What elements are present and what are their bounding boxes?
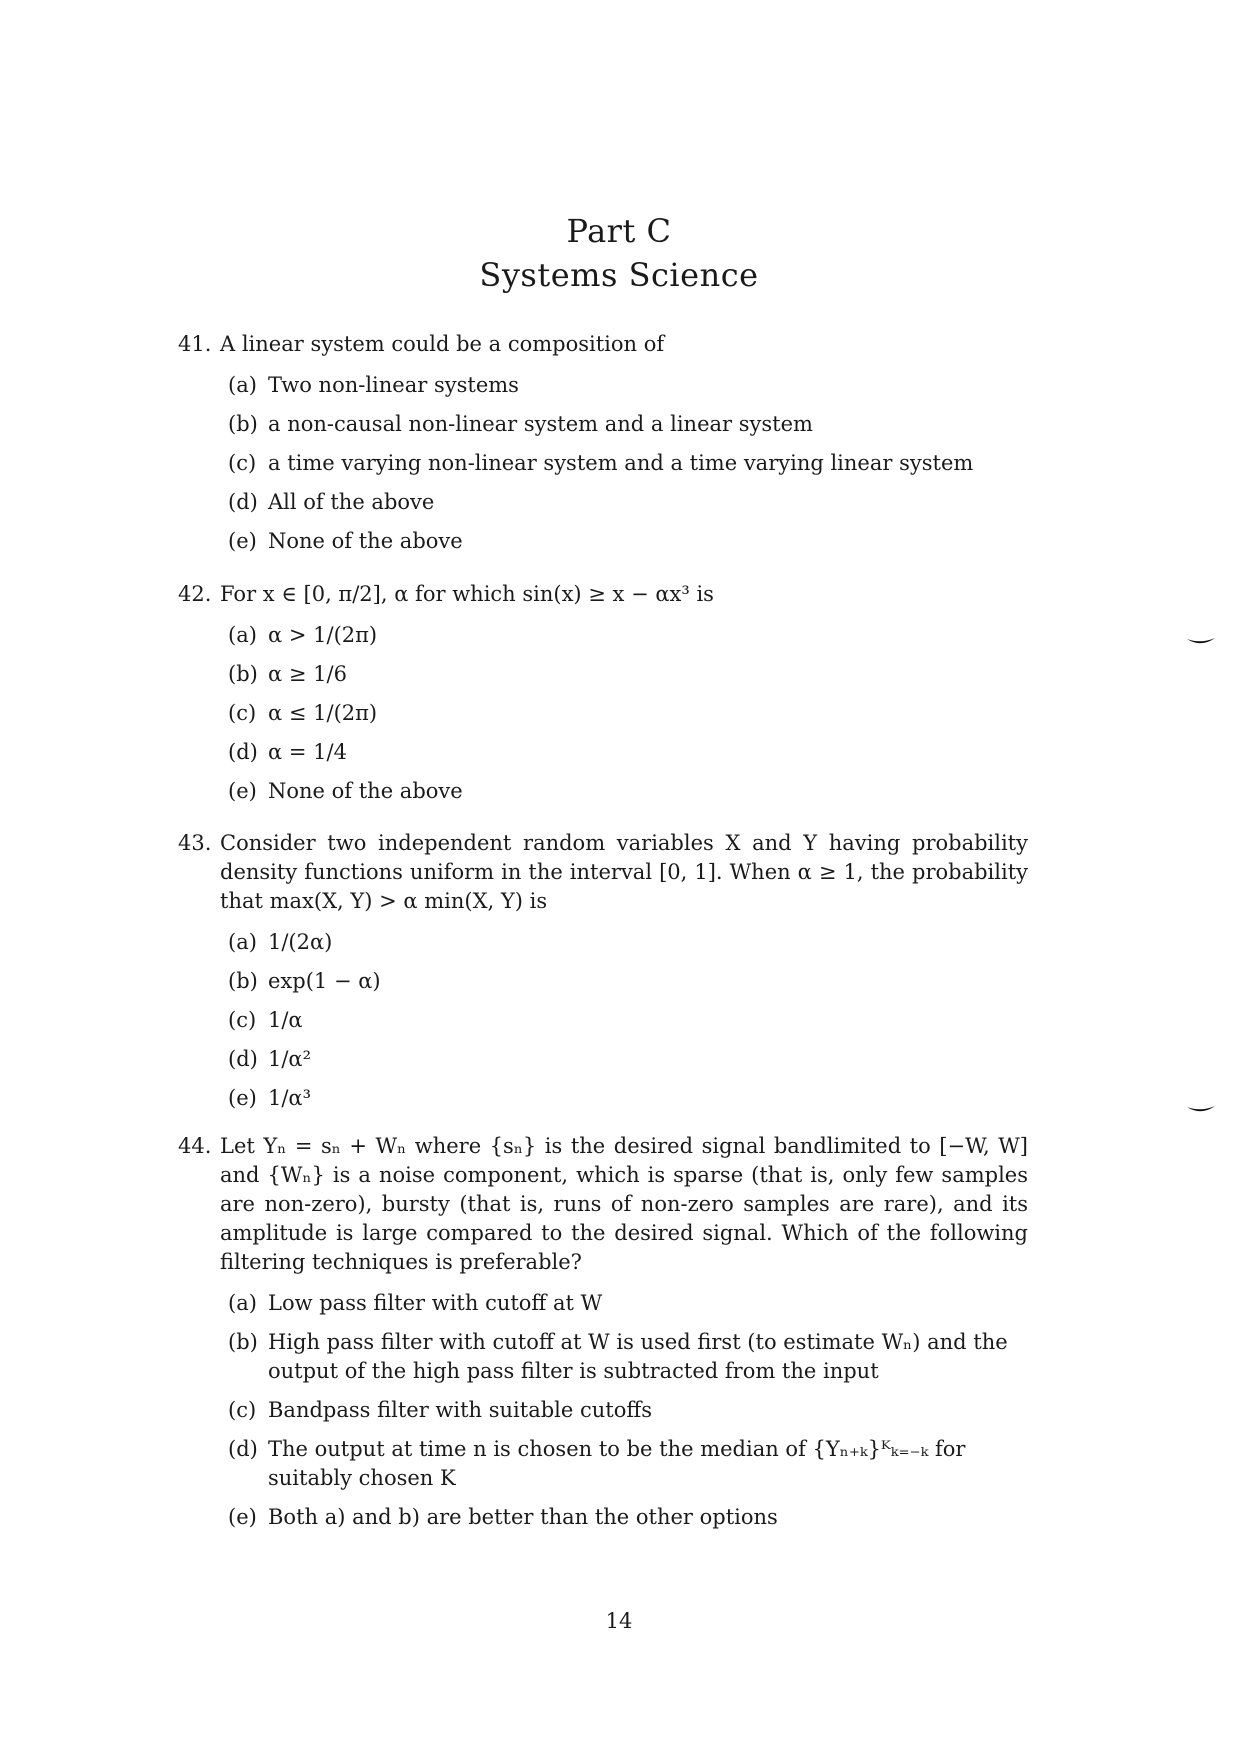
option-text: 1/α bbox=[268, 1008, 303, 1032]
question-42 bbox=[178, 580, 1028, 816]
option bbox=[228, 1328, 1028, 1386]
question-stem: A linear system could be a composition of bbox=[220, 332, 665, 356]
option bbox=[228, 410, 1028, 439]
option-text: None of the above bbox=[268, 779, 463, 803]
question-41 bbox=[178, 330, 1028, 566]
option bbox=[228, 738, 1028, 767]
option bbox=[228, 1006, 1028, 1035]
option bbox=[228, 928, 1028, 957]
option bbox=[228, 488, 1028, 517]
question-stem: Consider two independent random variables X and Y having probability density functions uniform in the interval [0, 1]. When α ≥ 1, the probability that max(X, Y) > α min(X, Y) is bbox=[220, 831, 1028, 913]
option-label: (d) bbox=[228, 1437, 258, 1461]
option-label: (a) bbox=[228, 1291, 257, 1315]
question-number: 43. bbox=[178, 831, 212, 855]
question-44 bbox=[178, 1132, 1028, 1542]
option-text: 1/α² bbox=[268, 1047, 312, 1071]
option-label: (b) bbox=[228, 1330, 258, 1354]
option-text: 1/(2α) bbox=[268, 930, 333, 954]
option-label: (b) bbox=[228, 662, 258, 686]
option-text: The output at time n is chosen to be the median of {Yₙ₊ₖ}ᴷₖ₌₋ₖ for suitably chosen K bbox=[268, 1437, 966, 1490]
option-label: (e) bbox=[228, 529, 257, 553]
option-list bbox=[178, 371, 1028, 556]
option bbox=[228, 1435, 1028, 1493]
binding-mark-icon bbox=[1186, 636, 1216, 648]
page-number: 14 bbox=[605, 1609, 633, 1633]
option-label: (a) bbox=[228, 930, 257, 954]
option-text: α ≥ 1/6 bbox=[268, 662, 347, 686]
option-label: (e) bbox=[228, 779, 257, 803]
option-label: (c) bbox=[228, 701, 257, 725]
question-number: 41. bbox=[178, 332, 212, 356]
option-label: (a) bbox=[228, 623, 257, 647]
option-label: (e) bbox=[228, 1086, 257, 1110]
question-stem: Let Yₙ = sₙ + Wₙ where {sₙ} is the desired signal bandlimited to [−W, W] and {Wₙ} is a noise component, which is sparse (that is, only few samples are non-zero), bursty (that is, runs of non-zero samples are rare), and its amplitude is large compared to the desired signal. Which of the following filtering techniques is preferable? bbox=[220, 1134, 1028, 1274]
option bbox=[228, 777, 1028, 806]
option-text: α ≤ 1/(2π) bbox=[268, 701, 378, 725]
part-title: Part C bbox=[566, 212, 672, 250]
option bbox=[228, 1289, 1028, 1318]
option bbox=[228, 371, 1028, 400]
option-text: exp(1 − α) bbox=[268, 969, 381, 993]
question-stem: For x ∈ [0, π/2], α for which sin(x) ≥ x − αx³ is bbox=[220, 582, 714, 606]
option-label: (d) bbox=[228, 1047, 258, 1071]
question-43 bbox=[178, 829, 1028, 1123]
option bbox=[228, 1503, 1028, 1532]
option-label: (b) bbox=[228, 969, 258, 993]
option bbox=[228, 660, 1028, 689]
option-text: a non-causal non-linear system and a linear system bbox=[268, 412, 813, 436]
option-text: α = 1/4 bbox=[268, 740, 347, 764]
question-number: 42. bbox=[178, 582, 212, 606]
option-label: (d) bbox=[228, 490, 258, 514]
binding-mark-icon bbox=[1186, 1104, 1216, 1116]
option-text: High pass filter with cutoff at W is used first (to estimate Wₙ) and the output of the high pass filter is subtracted from the input bbox=[268, 1330, 1008, 1383]
option-text: α > 1/(2π) bbox=[268, 623, 378, 647]
option-label: (c) bbox=[228, 1398, 257, 1422]
section-title: Systems Science bbox=[479, 256, 759, 294]
option-text: All of the above bbox=[268, 490, 435, 514]
option bbox=[228, 621, 1028, 650]
option-label: (b) bbox=[228, 412, 258, 436]
option bbox=[228, 1084, 1028, 1113]
option-label: (d) bbox=[228, 740, 258, 764]
option bbox=[228, 449, 1028, 478]
option bbox=[228, 527, 1028, 556]
option-text: a time varying non-linear system and a time varying linear system bbox=[268, 451, 974, 475]
option-label: (c) bbox=[228, 1008, 257, 1032]
option-label: (e) bbox=[228, 1505, 257, 1529]
question-number: 44. bbox=[178, 1134, 212, 1158]
option-text: Bandpass filter with suitable cutoffs bbox=[268, 1398, 653, 1422]
option-text: Both a) and b) are better than the other options bbox=[268, 1505, 778, 1529]
option-text: 1/α³ bbox=[268, 1086, 312, 1110]
option-text: Two non-linear systems bbox=[268, 373, 519, 397]
option bbox=[228, 1396, 1028, 1425]
option bbox=[228, 1045, 1028, 1074]
option bbox=[228, 967, 1028, 996]
option-label: (a) bbox=[228, 373, 257, 397]
option-label: (c) bbox=[228, 451, 257, 475]
option-list bbox=[178, 1289, 1028, 1532]
option bbox=[228, 699, 1028, 728]
option-list bbox=[178, 928, 1028, 1113]
option-text: Low pass filter with cutoff at W bbox=[268, 1291, 603, 1315]
option-text: None of the above bbox=[268, 529, 463, 553]
option-list bbox=[178, 621, 1028, 806]
